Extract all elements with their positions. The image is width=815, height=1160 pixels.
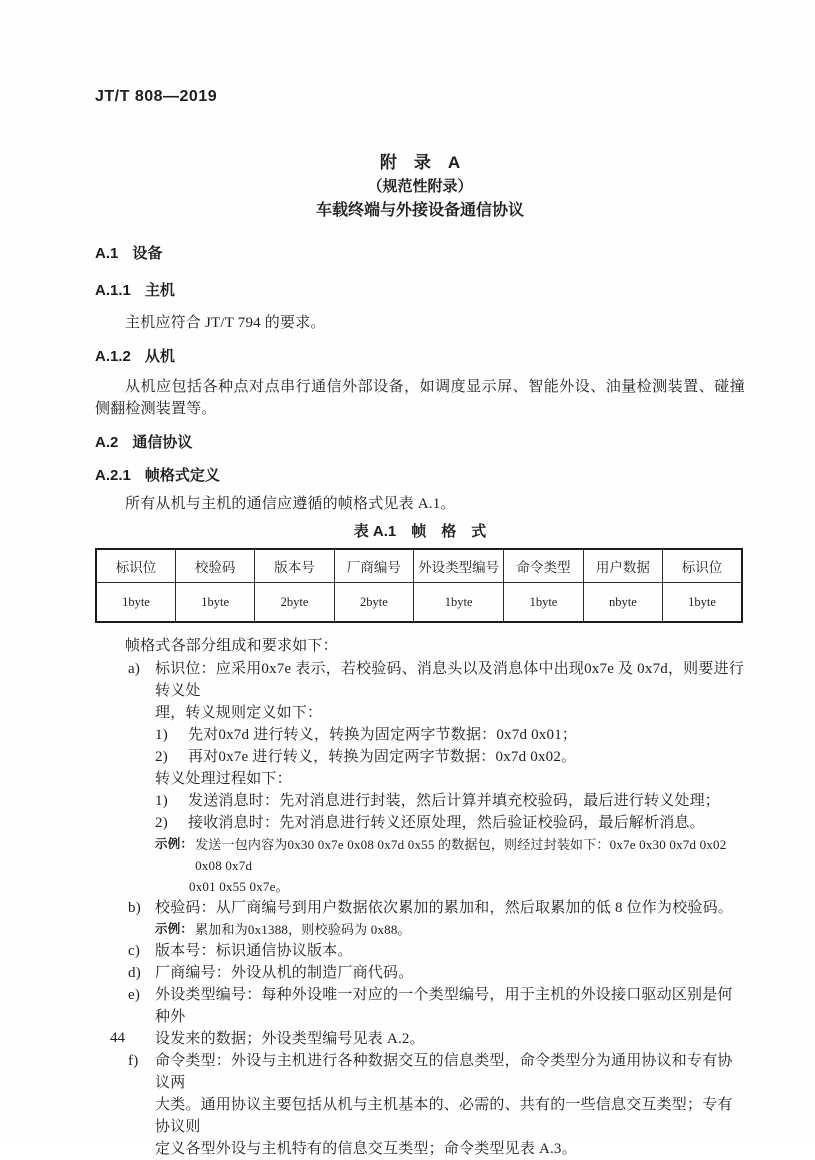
table-header-cell: 用户数据 bbox=[583, 549, 662, 583]
list-text: 标识位：应采用0x7e 表示，若校验码、消息头以及消息体中出现0x7e 及 0x7d，则要进行转义处 bbox=[155, 661, 744, 699]
table-value-cell: 2byte bbox=[255, 583, 334, 623]
section-title: 设备 bbox=[132, 245, 163, 262]
appendix-subtitle: （规范性附录） bbox=[367, 178, 473, 195]
paragraph-a21: 所有从机与主机的通信应遵循的帧格式见表 A.1。 bbox=[125, 496, 456, 512]
section-number: A.1 bbox=[95, 245, 119, 262]
list-marker: b) bbox=[128, 900, 141, 916]
table-value-cell: 1byte bbox=[504, 583, 583, 623]
section-title: 帧格式定义 bbox=[144, 467, 220, 484]
table-value-row bbox=[96, 583, 742, 623]
table-caption: 表 A.1 帧 格 式 bbox=[353, 523, 487, 540]
list-line bbox=[95, 1050, 745, 1094]
list-line bbox=[95, 746, 745, 768]
list-marker: 1) bbox=[155, 793, 168, 809]
list-text: 发送消息时：先对消息进行封装，然后计算并填充校验码，最后进行转义处理； bbox=[188, 793, 721, 809]
list-text: 厂商编号：外设从机的制造厂商代码。 bbox=[155, 965, 414, 981]
frame-format-list bbox=[95, 658, 745, 1160]
table-value-cell: 1byte bbox=[414, 583, 504, 623]
list-line bbox=[95, 897, 745, 919]
list-text: 再对0x7e 进行转义，转换为固定两字节数据：0x7d 0x02。 bbox=[188, 749, 577, 765]
appendix-subject: 车载终端与外接设备通信协议 bbox=[315, 202, 524, 219]
list-line bbox=[95, 940, 745, 962]
frame-format-table bbox=[95, 548, 743, 623]
page-content bbox=[95, 152, 745, 1160]
section-title: 通信协议 bbox=[132, 434, 193, 451]
page-number: 44 bbox=[110, 1030, 125, 1046]
list-line bbox=[95, 1138, 745, 1160]
list-text: 命令类型：外设与主机进行各种数据交互的信息类型，命令类型分为通用协议和专有协议两 bbox=[155, 1053, 733, 1091]
table-header-cell: 标识位 bbox=[96, 549, 175, 583]
list-marker: 2) bbox=[155, 815, 168, 831]
list-text: 接收消息时：先对消息进行转义还原处理，然后验证校验码，最后解析消息。 bbox=[188, 815, 705, 831]
list-line bbox=[95, 768, 745, 790]
list-marker: e) bbox=[128, 987, 141, 1003]
list-text: 发送一包内容为0x30 0x7e 0x08 0x7d 0x55 的数据包，则经过封装如下：0x7e 0x30 0x7d 0x02 0x08 0x7d bbox=[195, 837, 727, 873]
list-text: 大类。通用协议主要包括从机与主机基本的、必需的、共有的一些信息交互类型；专有协议则 bbox=[155, 1097, 733, 1135]
table-header-cell: 厂商编号 bbox=[334, 549, 413, 583]
section-heading-a21 bbox=[95, 466, 745, 486]
appendix-title: 附 录 A bbox=[379, 153, 461, 172]
table-value-cell: 1byte bbox=[96, 583, 175, 623]
table-header-cell: 校验码 bbox=[175, 549, 254, 583]
section-heading-a12 bbox=[95, 347, 745, 367]
list-text: 理，转义规则定义如下： bbox=[155, 705, 323, 721]
list-text: 0x01 0x55 0x7e。 bbox=[189, 879, 289, 894]
list-marker: 2) bbox=[155, 749, 168, 765]
section-title: 主机 bbox=[144, 282, 175, 299]
section-heading-a2 bbox=[95, 433, 745, 453]
table-header-cell: 外设类型编号 bbox=[414, 549, 504, 583]
list-marker: 示例： bbox=[155, 922, 194, 936]
list-line bbox=[95, 876, 745, 897]
list-marker: d) bbox=[128, 965, 141, 981]
list-text: 校验码：从厂商编号到用户数据依次累加的累加和，然后取累加的低 8 位作为校验码。 bbox=[155, 900, 734, 916]
section-number: A.2 bbox=[95, 434, 119, 451]
list-line bbox=[95, 1028, 745, 1050]
list-line bbox=[95, 790, 745, 812]
list-line bbox=[95, 702, 745, 724]
list-marker: a) bbox=[128, 661, 141, 677]
list-text: 转义处理过程如下： bbox=[155, 771, 292, 787]
table-value-cell: 1byte bbox=[175, 583, 254, 623]
table-header-cell: 标识位 bbox=[663, 549, 742, 583]
list-marker: c) bbox=[128, 943, 141, 959]
list-line bbox=[95, 919, 745, 940]
list-line bbox=[95, 1094, 745, 1138]
list-text: 定义各型外设与主机特有的信息交互类型；命令类型见表 A.3。 bbox=[155, 1141, 577, 1157]
paragraph-a12: 从机应包括各种点对点串行通信外部设备，如调度显示屏、智能外设、油量检测装置、碰撞侧翻检测装置等。 bbox=[95, 379, 745, 417]
table-value-cell: nbyte bbox=[583, 583, 662, 623]
section-heading-a11 bbox=[95, 281, 745, 301]
table-header-row bbox=[96, 549, 742, 583]
list-line bbox=[95, 962, 745, 984]
section-number: A.1.1 bbox=[95, 282, 131, 299]
table-header-cell: 版本号 bbox=[255, 549, 334, 583]
table-value-cell: 1byte bbox=[663, 583, 742, 623]
section-heading-a1 bbox=[95, 244, 745, 264]
table-header-cell: 命令类型 bbox=[504, 549, 583, 583]
list-text: 外设类型编号：每种外设唯一对应的一个类型编号，用于主机的外设接口驱动区别是何种外 bbox=[155, 987, 733, 1025]
list-text: 先对0x7d 进行转义，转换为固定两字节数据：0x7d 0x01； bbox=[188, 727, 578, 743]
section-number: A.2.1 bbox=[95, 467, 131, 484]
paragraph-a11: 主机应符合 JT/T 794 的要求。 bbox=[125, 315, 326, 331]
table-value-cell: 2byte bbox=[334, 583, 413, 623]
list-text: 版本号：标识通信协议版本。 bbox=[155, 943, 353, 959]
list-marker: 示例： bbox=[155, 837, 194, 851]
list-text: 累加和为0x1388，则校验码为 0x88。 bbox=[195, 922, 411, 937]
list-text: 设发来的数据；外设类型编号见表 A.2。 bbox=[155, 1031, 425, 1047]
list-line bbox=[95, 834, 745, 876]
list-line bbox=[95, 658, 745, 702]
list-marker: f) bbox=[128, 1053, 139, 1069]
list-intro: 帧格式各部分组成和要求如下： bbox=[125, 638, 338, 654]
list-line bbox=[95, 724, 745, 746]
list-marker: 1) bbox=[155, 727, 168, 743]
doc-code-header: JT/T 808—2019 bbox=[95, 88, 218, 105]
list-line bbox=[95, 812, 745, 834]
list-line bbox=[95, 984, 745, 1028]
section-number: A.1.2 bbox=[95, 348, 131, 365]
section-title: 从机 bbox=[144, 348, 175, 365]
